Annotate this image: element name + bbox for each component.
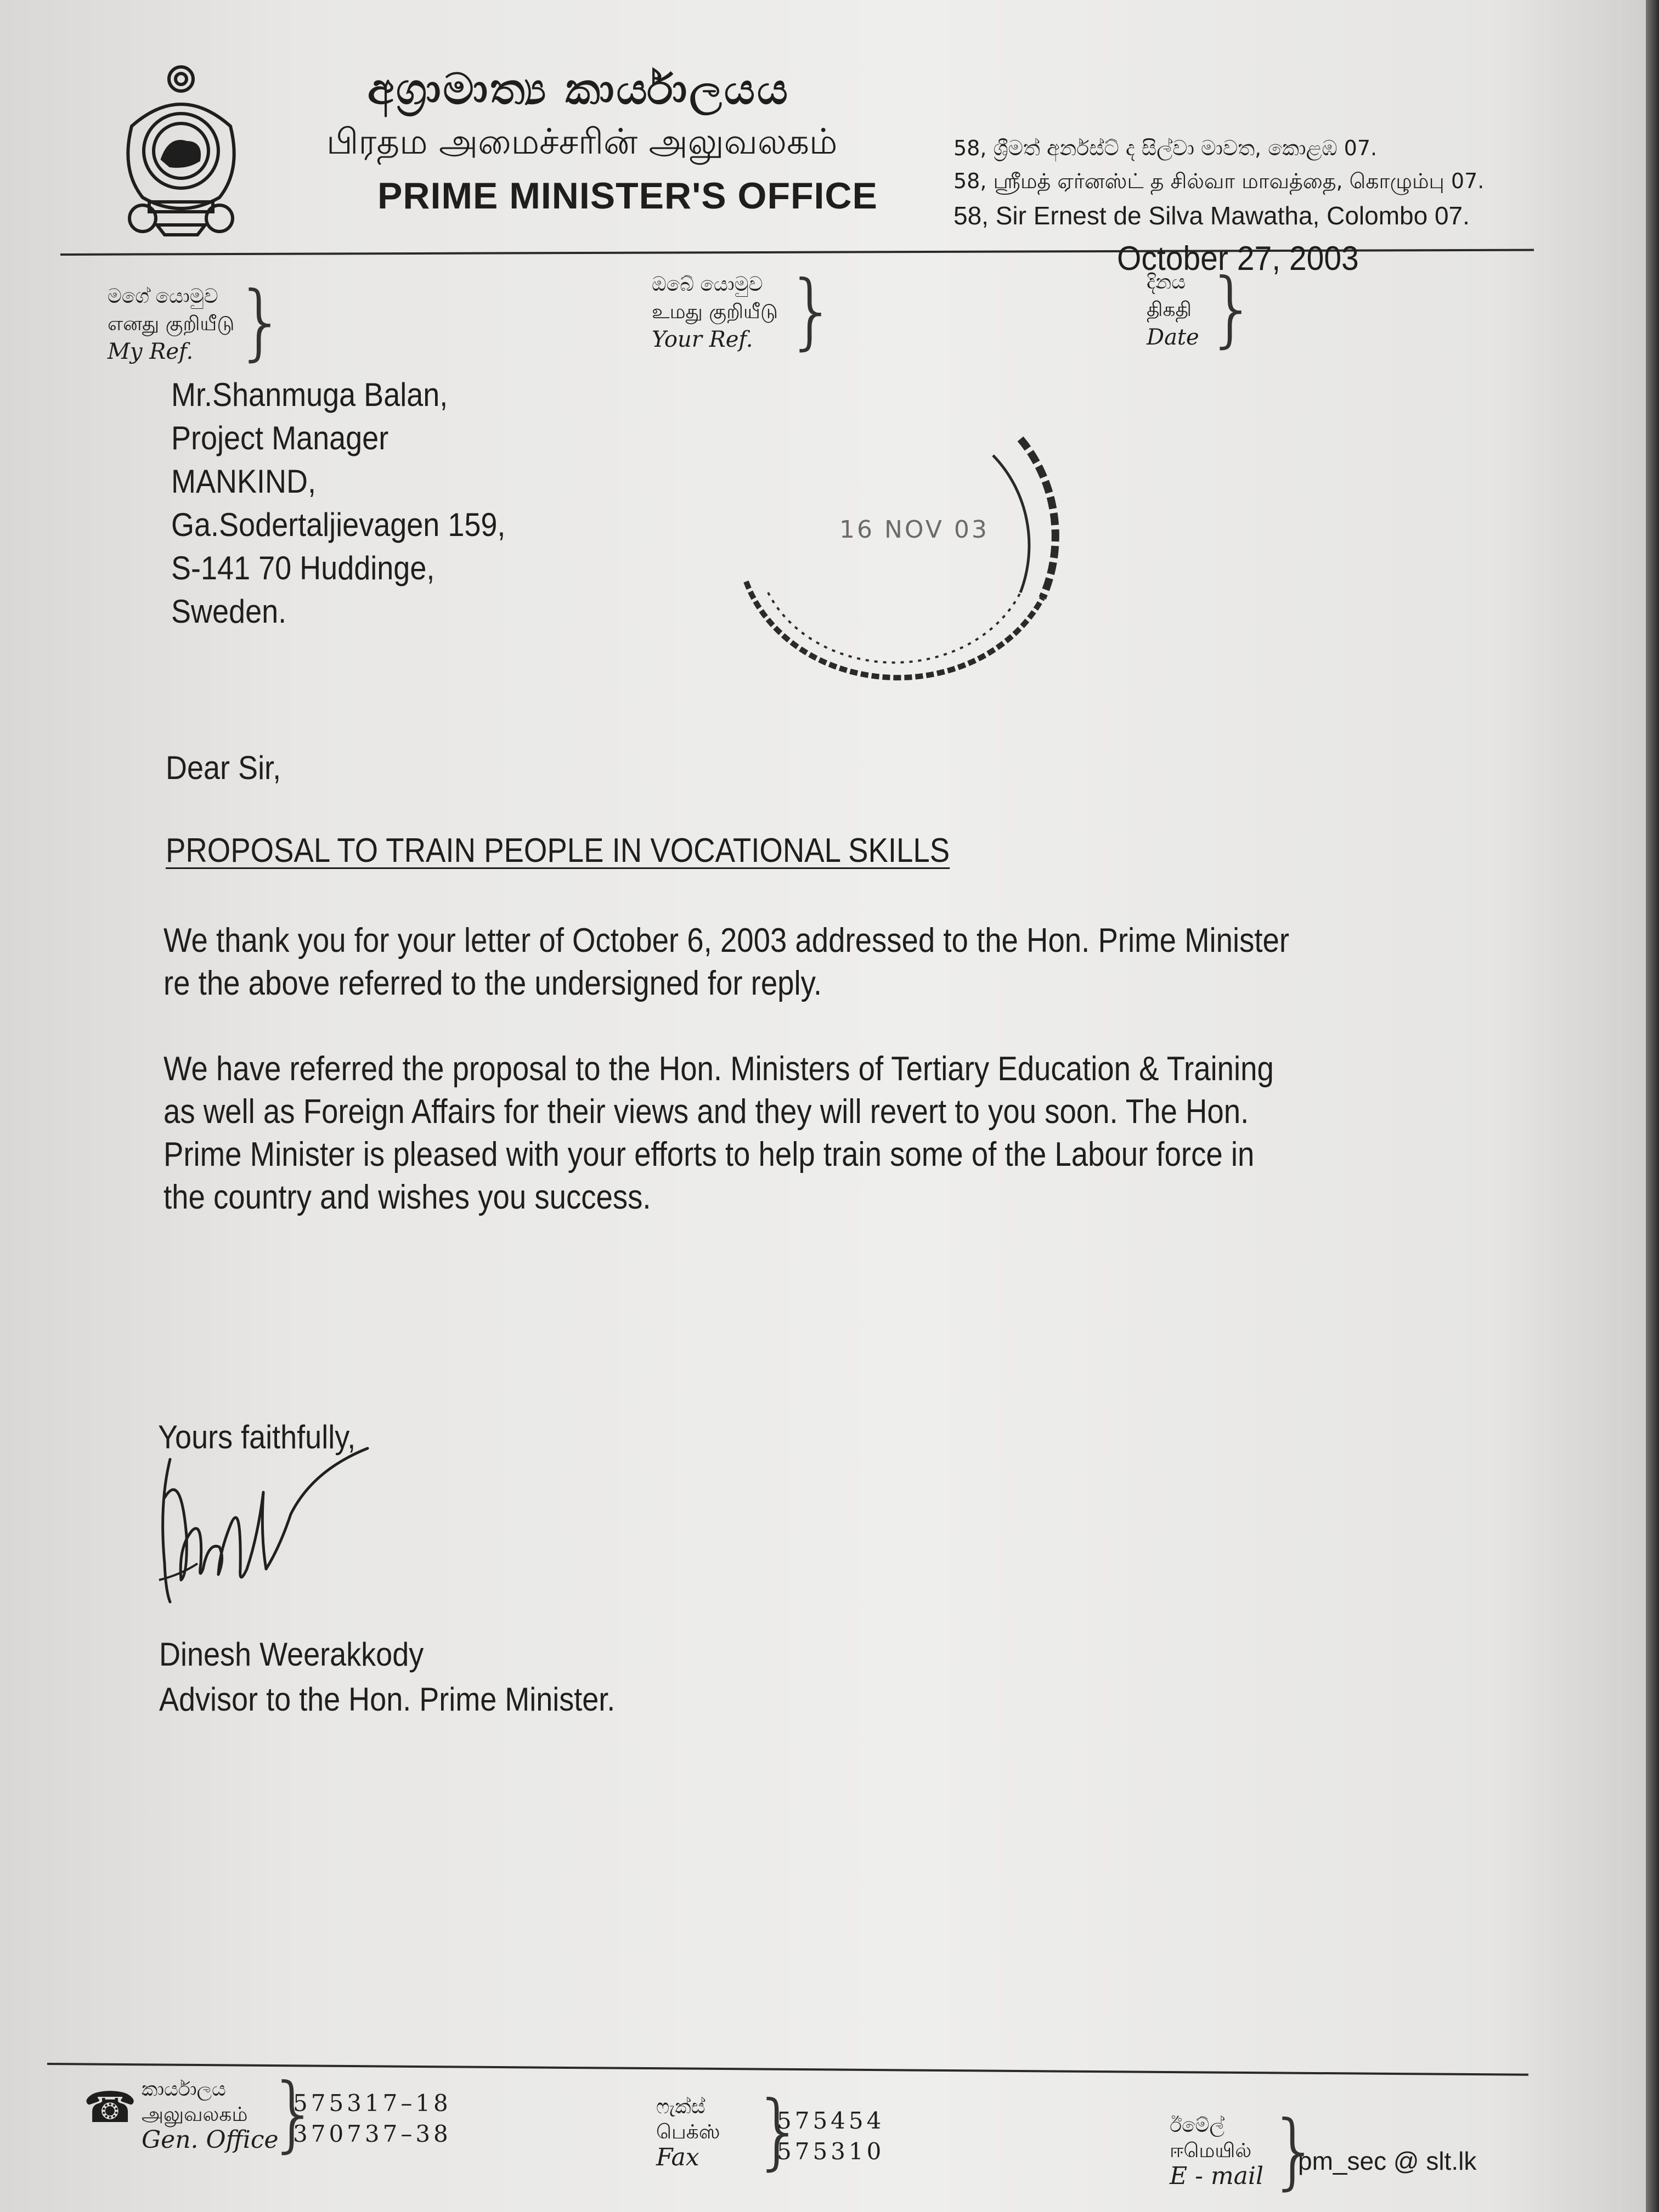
stamp-date: 16 NOV 03 bbox=[839, 516, 989, 544]
date-sinhala: දිනය bbox=[1147, 271, 1186, 294]
closing: Yours faithfully, bbox=[158, 1419, 356, 1455]
my-ref-sinhala: මගේ යොමුව bbox=[108, 285, 218, 308]
gen-office-english: Gen. Office bbox=[142, 2126, 279, 2154]
your-ref-sinhala: ඔබේ යොමුව bbox=[652, 273, 763, 296]
fax-brace: } bbox=[753, 2084, 805, 2179]
date-label bbox=[1147, 269, 1199, 351]
sinhala-office-title: අග්‍රාමාත්‍ය කාර්යාලයය bbox=[368, 65, 791, 114]
recipient-name: Mr.Shanmuga Balan, bbox=[171, 376, 448, 413]
body-paragraph-1: We thank you for your letter of October 6, 2003 addressed to the Hon. Prime Minister re the above referred to the undersigned for reply. bbox=[163, 922, 1290, 1002]
fax-tamil: பெக்ஸ் bbox=[656, 2121, 720, 2143]
gen-office-number-2: 370737–38 bbox=[293, 2120, 452, 2147]
salutation: Dear Sir, bbox=[166, 749, 281, 786]
gen-office-label bbox=[142, 2077, 279, 2153]
address-sinhala: 58, ශ්‍රීමත් අර්නස්ට් ද සිල්වා මාවත, කොළඹ 07. bbox=[953, 136, 1378, 160]
fax-number-2: 575310 bbox=[777, 2138, 885, 2165]
fax-english: Fax bbox=[656, 2143, 699, 2171]
email-sinhala: ඊමේල් bbox=[1170, 2114, 1225, 2137]
handwritten-signature bbox=[148, 1437, 390, 1624]
subject-line: PROPOSAL TO TRAIN PEOPLE IN VOCATIONAL SKILLS bbox=[166, 832, 950, 870]
signer-name: Dinesh Weerakkody bbox=[159, 1636, 424, 1673]
gen-office-number-1: 575317–18 bbox=[293, 2090, 452, 2117]
telephone-icon: ☎ bbox=[83, 2083, 137, 2131]
gen-office-brace: } bbox=[268, 2066, 320, 2162]
address-english: 58, Sir Ernest de Silva Mawatha, Colombo 07. bbox=[953, 201, 1470, 230]
body-paragraph-2: We have referred the proposal to the Hon. Ministers of Tertiary Education & Training as well as Foreign Affairs for their views and they will revert to you soon. The Hon. Prime Minister is pleased with your efforts to help train some of the Labour force in the country and wishes you success. bbox=[163, 1050, 1274, 1216]
fax-sinhala: ෆැක්ස් bbox=[656, 2096, 706, 2118]
address-tamil: 58, ஸ்ரீமத் ஏர்னஸ்ட் த சில்வா மாவத்தை, கொழும்பு 07. bbox=[953, 169, 1485, 193]
gen-office-sinhala: කාර්යාලය bbox=[142, 2078, 226, 2101]
received-stamp bbox=[735, 417, 1097, 713]
gen-office-tamil: அலுவலகம் bbox=[142, 2103, 248, 2126]
recipient-street: Ga.Sodertaljievagen 159, bbox=[171, 506, 506, 543]
recipient-organization: MANKIND, bbox=[171, 463, 317, 500]
email-english: E - mail bbox=[1170, 2162, 1264, 2190]
my-ref-tamil: எனது குறியீடு bbox=[108, 313, 235, 335]
english-office-title: PRIME MINISTER'S OFFICE bbox=[377, 175, 878, 217]
date-tamil: திகதி bbox=[1147, 298, 1192, 321]
page-edge-shadow bbox=[1646, 0, 1659, 2212]
your-ref-brace: } bbox=[786, 263, 838, 359]
recipient-country: Sweden. bbox=[171, 593, 287, 630]
date-brace: } bbox=[1206, 261, 1259, 357]
recipient-postcode-city: S-141 70 Huddinge, bbox=[171, 550, 435, 586]
my-ref-brace: } bbox=[235, 274, 287, 370]
email-tamil: ஈமெயில் bbox=[1170, 2140, 1252, 2162]
tamil-office-title: பிரதம அமைச்சரின் அலுவலகம் bbox=[326, 122, 838, 162]
your-ref-tamil: உமது குறியீடு bbox=[652, 301, 778, 323]
email-label bbox=[1170, 2113, 1263, 2189]
letter-date: October 27, 2003 bbox=[1117, 240, 1359, 278]
gen-office-numbers bbox=[293, 2088, 452, 2149]
fax-label bbox=[656, 2095, 720, 2170]
signer-title: Advisor to the Hon. Prime Minister. bbox=[159, 1681, 616, 1718]
fax-number-1: 575454 bbox=[777, 2107, 885, 2134]
recipient-title: Project Manager bbox=[171, 420, 389, 456]
recipient-address bbox=[171, 373, 505, 633]
my-ref-english: My Ref. bbox=[108, 339, 194, 364]
your-ref-label bbox=[652, 271, 778, 353]
your-ref-english: Your Ref. bbox=[652, 327, 753, 352]
email-address: pm_sec @ slt.lk bbox=[1298, 2147, 1477, 2175]
fax-numbers bbox=[777, 2106, 884, 2167]
sri-lanka-emblem-icon bbox=[115, 60, 247, 241]
my-ref-label bbox=[108, 283, 234, 365]
email-brace: } bbox=[1268, 2103, 1321, 2199]
date-english: Date bbox=[1147, 325, 1199, 350]
signer-block bbox=[159, 1632, 615, 1722]
